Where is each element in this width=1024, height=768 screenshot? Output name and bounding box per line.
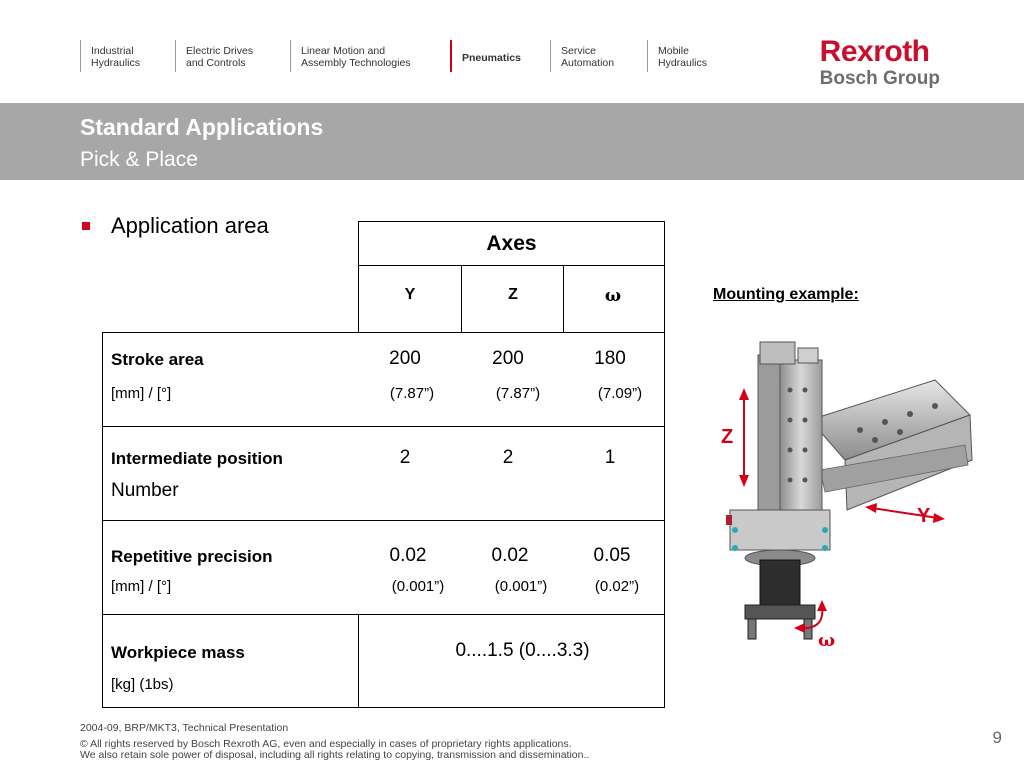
y-axis-slide [810,380,972,510]
page-number: 9 [992,728,1002,747]
nav-label-line1: Mobile [658,45,689,57]
nav-label-line2: Hydraulics [91,57,141,69]
cell-value: 2 [502,447,514,468]
title-banner [0,103,1024,180]
nav-label-line1: Pneumatics [462,52,521,64]
z-axis-column [758,342,822,530]
bullet-square-icon [82,222,90,230]
table-header-axes: Axes [486,232,537,255]
rotary-unit [726,510,830,566]
column-header-z: Z [508,286,518,303]
column-header-y: Y [404,286,416,303]
z-axis-arrow [739,388,749,487]
nav-label-line1: Industrial [91,45,134,57]
row-unit: Number [111,480,179,501]
nav-item-industrial-hydraulics[interactable] [80,40,140,72]
nav-label-line2: Automation [561,57,615,69]
nav-item-electric-drives[interactable] [175,40,253,72]
cell-value: 200 [389,348,421,369]
nav-label-line2: Assembly Technologies [301,57,411,69]
logo-brand: Rexroth [819,35,930,68]
nav-item-mobile-hydraulics[interactable] [647,40,707,72]
row-unit: [mm] / [°] [111,578,172,595]
nav-item-pneumatics[interactable] [450,40,521,72]
row-unit: [kg] (1bs) [111,676,174,693]
bullet-text: Application area [111,213,269,238]
cell-subvalue: (0.02”) [594,578,640,595]
nav-label-line1: Service [561,45,597,57]
cell-value: 0.05 [593,545,631,566]
cell-value: 0.02 [389,545,427,566]
cell-span-value: 0....1.5 (0....3.3) [455,640,590,661]
cell-value: 0.02 [491,545,529,566]
axis-label-y: Y [917,505,931,527]
footer-line-2: © All rights reserved by Bosch Rexroth AG, even and especially in cases of proprietary rights applications. [80,738,572,750]
axis-label-z: Z [721,426,734,448]
row-unit: [mm] / [°] [111,385,172,402]
cell-value: 200 [492,348,524,369]
cell-subvalue: (7.87”) [495,385,541,402]
cell-subvalue: (0.001”) [494,578,548,595]
nav-label-line2: Hydraulics [658,57,708,69]
cell-subvalue: (7.87”) [389,385,435,402]
footer-line-3: We also retain sole power of disposal, including all rights relating to copying, transmission and dissemination.. [80,749,590,761]
y-axis-arrow [865,503,945,523]
cell-value: 1 [604,447,616,468]
slide-title: Standard Applications [80,114,324,140]
axis-label-omega: ω [818,630,836,651]
bullet-application-area [82,213,269,239]
row-label-intermediate-position: Intermediate position [111,449,283,468]
row-label-workpiece-mass: Workpiece mass [111,643,245,662]
mounting-example-illustration [700,330,980,660]
nav-label-line2: and Controls [186,57,246,69]
nav-label-line1: Electric Drives [186,45,254,57]
column-header-omega: ω [604,286,622,306]
row-label-stroke-area: Stroke area [111,350,204,369]
cell-subvalue: (7.09”) [597,385,643,402]
nav-label-line1: Linear Motion and [301,45,386,57]
cell-subvalue: (0.001”) [391,578,445,595]
nav-item-service-automation[interactable] [550,40,614,72]
rexroth-logo [820,36,940,90]
cell-value: 2 [399,447,411,468]
cell-value: 180 [594,348,626,369]
nav-item-linear-motion[interactable] [290,40,411,72]
logo-group: Bosch Group [819,68,940,89]
slide-subtitle: Pick & Place [80,148,198,171]
mounting-example-title: Mounting example: [713,286,859,303]
row-label-repetitive-precision: Repetitive precision [111,547,273,566]
footer-line-1: 2004-09, BRP/MKT3, Technical Presentation [80,722,289,734]
